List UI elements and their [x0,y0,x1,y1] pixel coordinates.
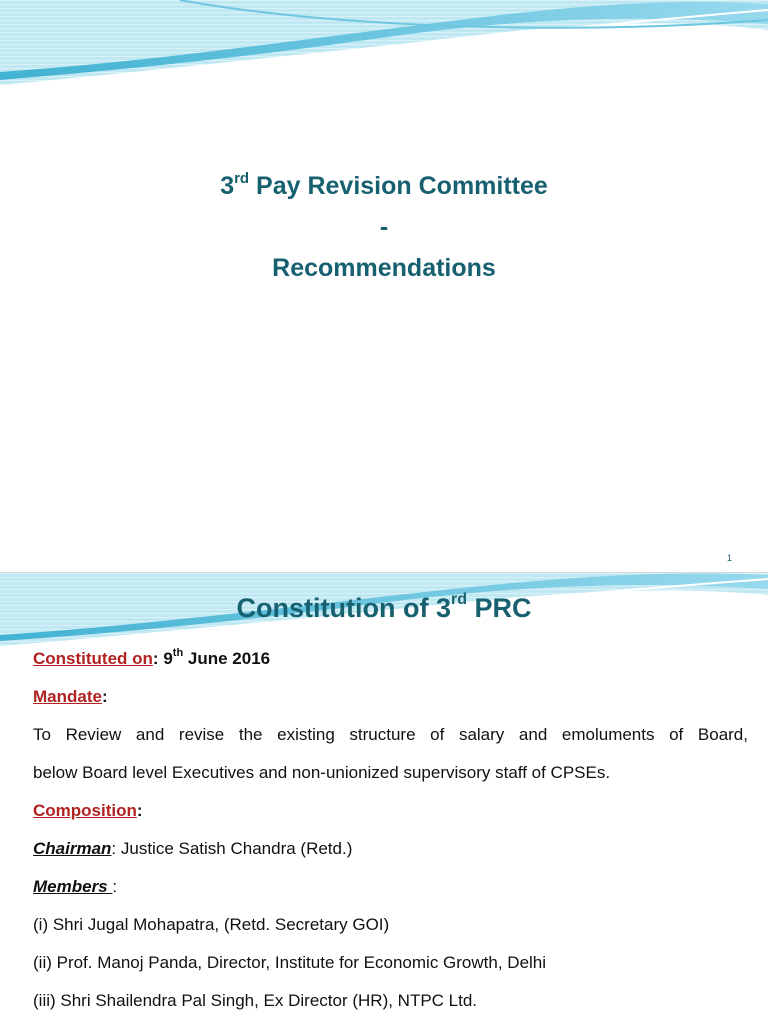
composition-line: Composition: [33,801,143,820]
title-dash: - [379,213,389,241]
chairman-label: Chairman [33,839,112,858]
members-line: Members : [33,877,118,896]
composition-label: Composition [33,801,137,820]
mandate-line: Mandate: [33,687,108,706]
constitution-slide [0,572,768,1025]
constituted-label: Constituted on [33,649,153,668]
member-item: (i) Shri Jugal Mohapatra, (Retd. Secretary GOI) [33,915,390,934]
members-label: Members [33,877,113,896]
mandate-text-2: below Board level Executives and non-unionized supervisory staff of CPSEs. [33,763,611,782]
slide-content [33,645,748,1025]
wave-decoration [0,0,768,95]
mandate-text-1: To Review and revise the existing structure of salary and emoluments of Board, [33,725,748,744]
constituted-date: 9th June 2016 [163,647,271,668]
title-line-3: Recommendations [272,254,496,282]
presentation-title [0,166,768,289]
mandate-label: Mandate [33,687,102,706]
chairman-value: : Justice Satish Chandra (Retd.) [111,839,353,858]
member-item: (ii) Prof. Manoj Panda, Director, Institute for Economic Growth, Delhi [33,953,547,972]
title-line-1: 3rd Pay Revision Committee [220,169,548,200]
member-item: (iii) Shri Shailendra Pal Singh, Ex Director (HR), NTPC Ltd. [33,991,478,1010]
slide-number: 1 [726,553,732,563]
slide-heading: Constitution of 3rd PRC [236,591,532,623]
constituted-line: Constituted on: 9th June 2016 [33,647,271,668]
chairman-line [33,835,748,873]
